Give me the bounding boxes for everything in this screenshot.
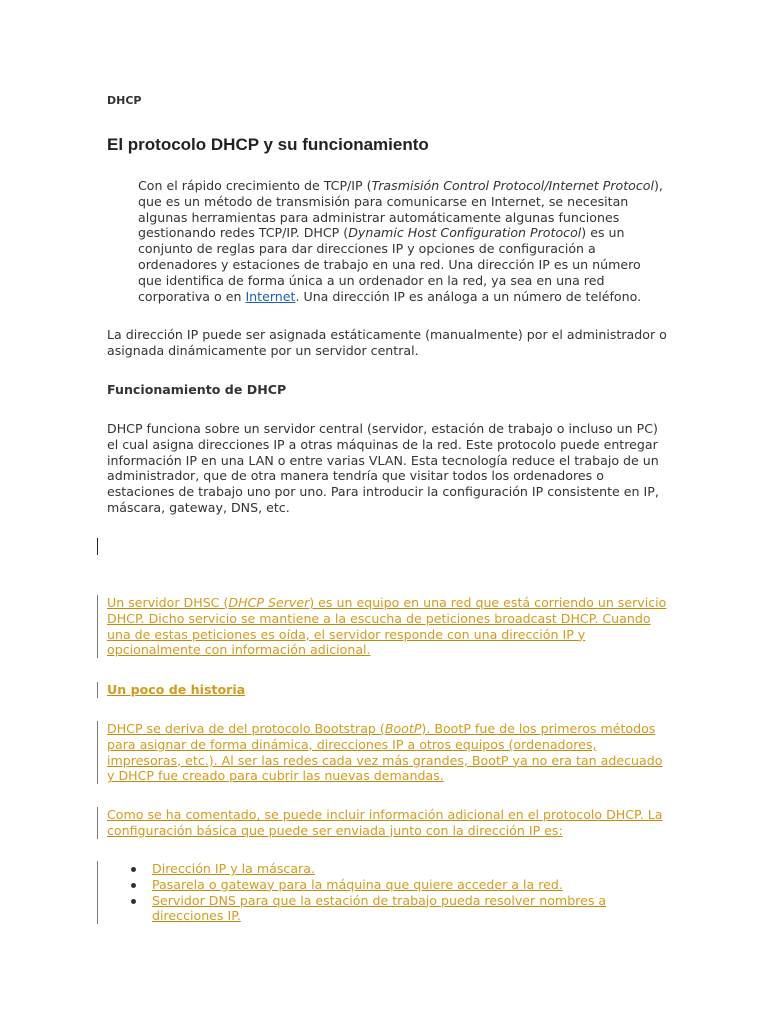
list-item-text: Pasarela o gateway para la máquina que quiere acceder a la red. [152, 876, 563, 892]
list-item[interactable] [107, 877, 667, 893]
bullet-icon [131, 883, 136, 888]
config-list [107, 861, 667, 924]
list-item-text: Dirección IP y la máscara. [152, 861, 315, 876]
dhcp-server-text-2: ) es un equipo en una red que está corriendo un servicio DHCP. Dicho servicio se mantiene a la escucha de peticiones broadcast DHCP. Cuando una de estas peticiones es oída, el servidor responde con una dirección IP y opcionalmente con información adicional. [107, 595, 667, 658]
internet-link[interactable]: Internet [245, 288, 296, 304]
intro-indented-block [107, 178, 667, 304]
intro-paragraph [107, 178, 667, 304]
history-italic-bootp: BootP [384, 721, 422, 736]
bullet-icon [131, 867, 136, 872]
doc-main-title: El protocolo DHCP y su funcionamiento [107, 135, 429, 154]
history-paragraph[interactable] [107, 721, 667, 784]
intro-text-2: ), que es un método de transmisión para comunicarse en Internet, se necesitan algunas herramientas para administrar automáticamente algunas funciones gestionando redes TCP/IP. DHCP ( [138, 178, 663, 241]
intro-italic-tcpip: Trasmisión Control Protocol/Internet Protocol [371, 178, 654, 193]
config-text: Como se ha comentado, se puede incluir información adicional en el protocolo DHCP. La configuración básica que puede ser enviada junto con la dirección IP es: [107, 807, 663, 838]
revision-bar [97, 682, 98, 698]
history-heading[interactable] [107, 682, 245, 698]
intro-text-3: ) es un conjunto de reglas para dar direcciones IP y opciones de configuración a ordenadores y estaciones de trabajo en una red. Una dirección IP es un número que identifica de forma única a un ordenador en la red, ya sea en una red corporativa o en [138, 225, 641, 304]
revision-bar [97, 721, 98, 784]
bullet-icon [131, 899, 136, 904]
history-heading-text: Un poco de historia [107, 682, 246, 697]
revision-bar [97, 807, 98, 839]
history-text-2: ). BootP fue de los primeros métodos para asignar de forma dinámica, direcciones IP a otros equipos (ordenadores, impresoras, etc.). Al ser las redes cada vez más grandes, BootP ya no era tan adecuado y DHCP fue creado para cubrir las nuevas demandas. [107, 721, 663, 784]
list-item[interactable] [107, 893, 667, 925]
list-item-text: Servidor DNS para que la estación de trabajo pueda resolver nombres a direcciones IP. [152, 892, 607, 924]
dhcp-server-italic: DHCP Server [228, 595, 310, 610]
funcionamiento-paragraph: DHCP funciona sobre un servidor central (servidor, estación de trabajo o incluso un PC) el cual asigna direcciones IP a otras máquinas de la red. Este protocolo puede entregar información IP en una LAN o entre varias VLAN. Esta tecnología reduce el trabajo de un administrador, que de otra manera tendría que visitar todos los ordenadores o estaciones de trabajo uno por uno. Para introducir la configuración IP consistente en IP, máscara, gateway, DNS, etc. [107, 421, 659, 515]
list-item[interactable] [107, 861, 667, 877]
section-heading-funcionamiento: Funcionamiento de DHCP [107, 382, 287, 397]
intro-text-1: Con el rápido crecimiento de TCP/IP ( [138, 178, 372, 193]
revision-bar [97, 595, 98, 658]
config-paragraph[interactable] [107, 807, 667, 839]
intro-text-4: . Una dirección IP es análoga a un número de teléfono. [295, 288, 642, 304]
intro-italic-dhcp: Dynamic Host Configuration Protocol [348, 225, 582, 241]
dhcp-server-paragraph[interactable] [107, 595, 667, 658]
doc-small-title: DHCP [107, 94, 142, 107]
history-text-1: DHCP se deriva de del protocolo Bootstrap ( [107, 721, 385, 736]
ip-assignment-paragraph: La dirección IP puede ser asignada estáticamente (manualmente) por el administrador o asignada dinámicamente por un servidor central. [107, 327, 667, 358]
dhcp-server-text-1: Un servidor DHSC ( [107, 595, 229, 610]
revision-bar [97, 861, 98, 924]
text-cursor [97, 538, 98, 555]
